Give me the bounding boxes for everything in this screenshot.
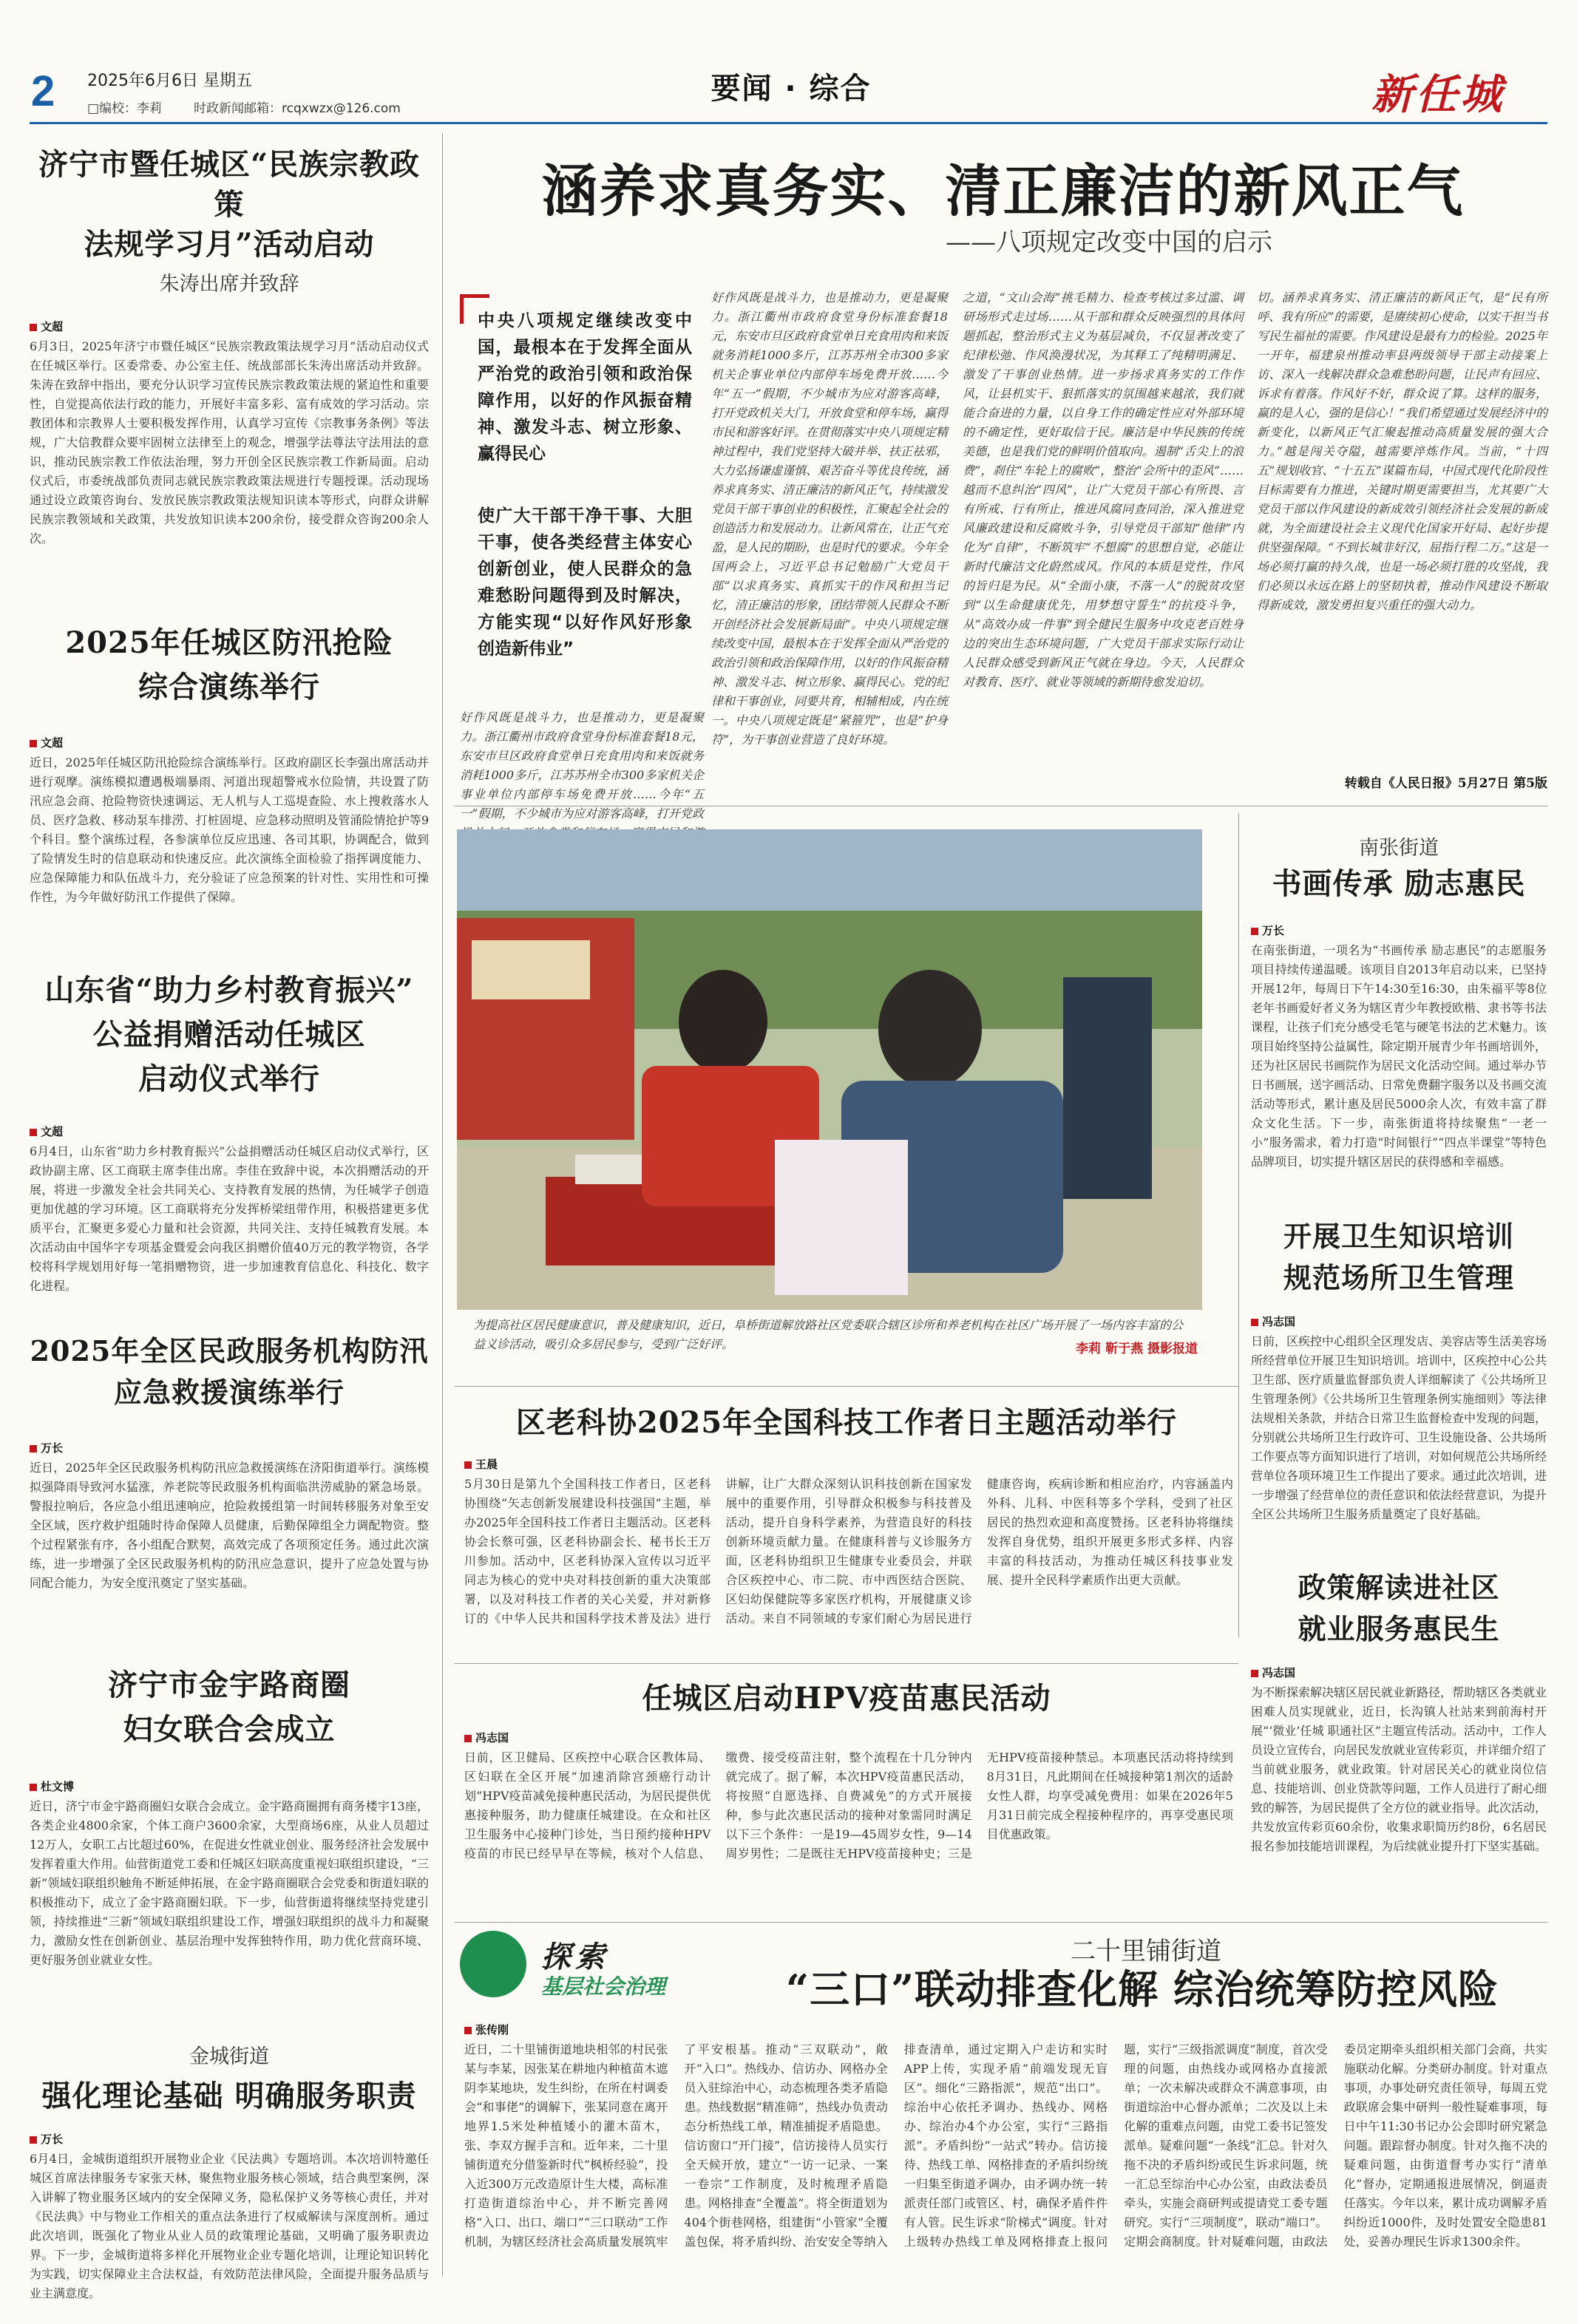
headline: 强化理论基础 明确服务职责: [41, 2079, 417, 2113]
article-body: 5月30日是第九个全国科技工作者日，区老科协围绕“矢志创新发展建设科技强国”主题，举办2025年全国科技工作者日主题活动。区老科协会长蔡可强，区老科协副会长、秘书长王万川参加。活动中，区老科协深入宣传以习近平同志为核心的党中央对科技创新的重大决策部署，以及对科技工作者的关心关爱，并对新修订的《中华人民共和国科学技术普及法》进行讲解，让广大群众深刻认识科技创新在国家发展中的重要作用，引导群众积极参与科技普及活动，提升自身科学素养，为营造良好的科技创新环境贡献力量。在健康科普与义诊服务方面，区老科协组织卫生健康专业委员会，并联合区疾控中心、市二院、市中西医结合医院、区妇幼保健院等多家医疗机构，开展健康义诊活动。来自不同领域的专家们耐心为居民进行健康咨询，疾病诊断和相应治疗，内容涵盖内外科、儿科、中医科等多个学科，受到了社区居民的热烈欢迎和高度赞扬。区老科协将继续发挥自身优势，组织开展更多形式多样、内容丰富的科技活动，为推动任城区科技事业发展、提升全民科学素质作出更大贡献。: [464, 1477, 1233, 1625]
article-body: 6月3日，2025年济宁市暨任城区“民族宗教政策法规学习月”活动启动仪式在任城区举行。区委常委、办公室主任、统战部部长朱涛出席活动并致辞。朱涛在致辞中指出，要充分认识学习宣传民族宗教政策法规的紧迫性和重要性，自觉提高依法行政的能力，开展好丰富多彩、富有成效的学习活动。宗教团体和宗教界人士要积极发挥作用，认真学习宣传《宗教事务条例》等法规，广大信教群众要牢固树立法律至上的观念，增强学法尊法守法用法的意识，推动民族宗教工作依法治理，努力开创全区民族宗教工作新局面。启动仪式后，市委统战部负责同志就民族宗教政策法规进行专题授课。活动现场通过设立政策咨询台、发放民族宗教政策法规知识读本等形式，向群众讲解民族宗教领域和关政策，共发放知识读本200余份，接受群众咨询200余人次。: [30, 339, 429, 546]
pull-quote: 中央八项规定继续改变中国，最根本在于发挥全面从严治党的政治引领和政治保障作用，以好的作风振奋精神、激发斗志、树立形象、赢得民心: [478, 311, 692, 463]
logo-circle: [460, 1931, 526, 1997]
article-body: 6月4日，山东省“助力乡村教育振兴”公益捐赠活动任城区启动仪式举行，区政协副主席、区工商联主席李佳出席。李佳在致辞中说，本次捐赠活动的开展，将进一步激发全社会共同关心、支持教育发展的热情，为任城学子创造更加优越的学习环境。区工商联将充分发挥桥梁纽带作用，积极搭建更多优质平台，汇聚更多爱心力量和社会资源，共同关注、支持任城教育发展。本次活动由中国华字专项基金暨爱会向我区捐赠价值40万元的教学物资，各学校将科学规划用好每一笔捐赠物资，进一步加速教育信息化、科技化、数字化进程。: [30, 1144, 429, 1293]
byline: 万长: [1251, 923, 1547, 938]
article-left5: [30, 1663, 429, 2048]
kicker: 二十里铺街道: [1071, 1937, 1221, 1966]
article-body: 近日，济宁市金宇路商圈妇女联合会成立。金宇路商圈拥有商务楼宇13座，各类企业4800余家，个体工商户3600余家，大型商场6座，从业人员超过12万人，女职工占比超过60%，在促进女性就业创业、服务经济社会发展中发挥着重大作用。仙营街道党工委和任城区妇联高度重视妇联组织建设，“三新”领域妇联组织触角不断延伸拓展，在金宇路商圈联合会党委和街道妇联的积极推动下，成立了金宇路商圈妇联。下一步，仙营街道将继续坚持党建引领，持续推进“三新”领域妇联组织建设工作，增强妇联组织的战斗力和凝聚力，激励女性在创新创业、基层治理中发挥独特作用，助力优化营商环境、更好服务创业就业女性。: [30, 1799, 429, 1967]
header-rule: [30, 122, 1547, 124]
article-body: 在南张街道，一项名为“书画传承 励志惠民”的志愿服务项目持续传递温暖。该项目自2013年启动以来，已坚持开展12年，每周日下午14:30至16:30，由朱福平等8位老年书画爱好者义务为辖区青少年教授欧楷、隶书等书法课程，让孩子们充分感受毛笔与硬笔书法的艺术魅力。该项目始终坚持公益属性，除定期开展青少年书画培训外，还为社区居民书画院作为居民文化活动空间。通过举办节日书画展，送字画活动、日常免费翻字服务以及书画交流活动等形式，累计惠及居民5000余人次，有效丰富了群众文化生活。下一步，南张街道将持续聚焦“一老一小”服务需求，着力打造“时间银行”“四点半课堂”等特色品牌项目，切实提升辖区居民的获得感和幸福感。: [1251, 943, 1547, 1169]
headline: 规范场所卫生管理: [1283, 1261, 1514, 1294]
pull-quote-box: [460, 287, 704, 701]
byline: 文超: [30, 1124, 429, 1139]
headline: 政策解读进社区: [1298, 1571, 1500, 1604]
lead-body-a2: 好作风既是战斗力，也是推动力，更是凝聚力。浙江衢州市政府食堂身份标准套餐18元，东安市旦区政府食堂单日充食用肉和来饭就务消耗1000多斤，江苏苏州全市300多家机关企事业单位内部停车场免费开放……今年“五一”假期，不少城市为应对游客高峰，打开党政机关大门，开放食堂和停车场，赢得市民和游客好评。在贯彻落实中央八项规定精神过程中，我们党坚持大破并举、扶正祛邪，大力弘扬谦虚谨慎、艰苦奋斗等优良传统，涵养求真务实、清正廉洁的新风正气，持续激发党员干部干事创业的积极性，汇聚起全社会的创造活力和发展动力。让新风常在，让正气充盈，是人民的期盼，也是时代的要求。今年全国两会上，习近平总书记勉励广大党员干部“以求真务实、真抓实干的作风和担当记忆，清正廉洁的形象，团结带领人民群众不断开创经济社会发展新局面”。中央八项规定继续改变中国，最根本在于发挥全面从严治党的政治引领和政治保障作用，以好的作风振奋精神、激发斗志、树立形象、赢得民心。党的纪律和干事创业，同要共育，相辅相成，内在统一。中央八项规定既是“紧箍咒”，也是“护身符”，为干事创业营造了良好环境。: [711, 290, 949, 747]
byline: 文超: [30, 735, 429, 750]
pull-quote: 使广大干部干净干事、大胆干事，使各类经营主体安心创新创业，使人民群众的急难愁盼问题得到及时解决，方能实现“以好作风好形象创造新伟业”: [478, 506, 692, 659]
byline: 杜文博: [30, 1778, 429, 1794]
headline: 综合演练举行: [138, 670, 320, 704]
article-body: 为不断探索解决辖区居民就业新路径，帮助辖区各类就业困难人员实现就业，近日，长沟镇人社站来到前海村开展“‘微业’任城 职通社区”主题宣传活动。活动中，工作人员设立宣传台，向居民发放就业宣传彩页，并详细介绍了当前就业服务，就业政策。针对居民关心的就业岗位信息、技能培训、创业贷款等问题，工作人员进行了耐心细致的解答，为居民提供了全方位的就业指导。此次活动，共发放宣传彩页60余份，收集求职简历约8份，6名居民报名参加技能培训课程，为后续就业提升打下坚实基础。: [1251, 1685, 1547, 1853]
article-keji: [464, 1456, 1233, 1668]
headline: 开展卫生知识培训: [1283, 1220, 1514, 1253]
lead-source: 转载自《人民日报》5月27日 第5版: [1344, 776, 1547, 791]
header: [0, 0, 1577, 126]
lead-title: 涵养求真务实、清正廉洁的新风正气: [541, 158, 1465, 224]
headline: 应急救援演练举行: [113, 1376, 345, 1409]
article-body: 6月4日，金城街道组织开展物业企业《民法典》专题培训。本次培训特邀任城区首席法律服务专家张天林，聚焦物业服务核心领域，结合典型案例，深入讲解了物业服务区域内的安全保障义务，隐私保护义务等核心责任，并对《民法典》中与物业工作相关的重点法条进行了权威解读与深度剖析。通过此次培训，既强化了物业从业人员的政策理论基础，又明确了服务职责边界。下一步，金城街道将多样化开展物业企业专题化培训，让理论知识转化为实践，切实保障业主合法权益，有效防范法律风险，全面提升服务品质与业主满意度。: [30, 2152, 429, 2300]
headline: 济宁市金宇路商圈: [108, 1668, 350, 1702]
photo-credit: 李莉 靳于燕 摄影报道: [1076, 1342, 1198, 1356]
byline: 万长: [30, 1440, 429, 1455]
section-logo: [460, 1931, 726, 2002]
article-left3: [30, 968, 429, 1316]
section-title: 要闻 · 综合: [711, 72, 872, 106]
photo-illustration: [457, 829, 1202, 1310]
divider: [455, 1663, 1238, 1664]
headline: 济宁市暨任城区“民族宗教政策: [38, 147, 420, 222]
byline: 冯志国: [1251, 1665, 1547, 1680]
column-divider: [442, 133, 443, 2277]
article-body: 近日，2025年任城区防汛抢险综合演练举行。区政府副区长李强出席活动并进行观摩。演练模拟遭遇极端暴雨、河道出现超警戒水位险情，共设置了防汛应急会商、抢险物资快速调运、无人机与人工巡堤查险、水上搜救落水人员、医疗急救、移动泵车排涝、打桩固堤、应急移动照明及管涌险情抢护等9个科目。整个演练过程，各参演单位反应迅速、各司其职，协调配合，做到了险情发生时的信息联动和快速反应。此次演练全面检验了指挥调度能力、应急保障能力和队伍战斗力，充分验证了应急预案的针对性、实用性和可操作性，为今年做好防汛工作提供了保障。: [30, 755, 429, 904]
headline: “三口”联动排查化解 综治统筹防控风险: [786, 1965, 1499, 2013]
article-right2: [1251, 1216, 1547, 1601]
headline: 公益捐赠活动任城区: [92, 1017, 366, 1052]
article-body: 近日，二十里铺街道地块相邻的村民张某与李某，因张某在耕地内种植苗木遮阴李某地块，发生纠纷，在所在村调委会“和事佬”的调解下，张某同意在离开地界1.5米处种植矮小的灌木苗木，张、李双方握手言和。近年来，二十里铺街道充分借鉴新时代“枫桥经验”，投入近300万元改造原计生大楼，高标准打造街道综治中心，并不断完善网格“入口、出口、端口”“三口联动”工作机制，为辖区经济社会高质量发展筑牢了平安根基。推动“三双联动”，敞开“入口”。热线办、信访办、网格办全员入驻综治中心，动态梳理各类矛盾隐患。热线数据“精准筛”，热线办负责动态分析热线工单，精准捕捉矛盾隐患。信访窗口“开门接”，信访接待人员实行全天候开放，建立“一访一记录、一案一卷宗”工作制度，及时梳理矛盾隐患。网格排查“全覆盖”。将全街道划为404个街巷网格，组建街“小管家”全覆盖包保，将矛盾纠纷、治安安全等纳入排查清单，通过定期入户走访和实时APP上传，实现矛盾“前端发现无盲区”。细化“三路指派”，规范“出口”。综治中心依托矛调办、热线办、网格办、综治办4个办公室，实行“三路指派”。矛盾纠纷“一站式”转办。信访接待、热线工单、网格排查的矛盾纠纷统一归集至街道矛调办，由矛调办统一转派责任部门或管区、村，确保矛盾件件有人管。民生诉求“阶梯式”调度。针对上级转办热线工单及网格排查上报问题，实行“三级指派调度”制度，首次受理的问题，由热线办或网格办直接派单；一次未解决或群众不满意事项，由街道综治中心督办派单；二次及以上未化解的重难点问题，由党工委书记签发派单。疑难问题“一条线”汇总。针对久拖不决的矛盾纠纷或民生诉求问题，统一汇总至综治中心办公室，由政法委员牵头，实施会商研判或提请党工委专题研究。实行“三项制度”，联动“端口”。定期会商制度。针对疑难问题，由政法委员定期牵头组织相关部门会商，共实施联动化解。分类研办制度。针对重点事项，办事处研究责任领导，每周五党政联席会集中研判一般性疑难事项，每日中午11:30书记办公会即时研究紧急问题。跟踪督办制度。针对久拖不决的疑难问题，由街道督考办实行“清单化”督办，定期通报进展情况，倒逼责任落实。今年以来，累计成功调解矛盾纠纷近1000件，及时处置安全隐患81处，妥善办理民生诉求1300余件。: [464, 2042, 1547, 2249]
article-tansuo: [464, 2022, 1547, 2290]
byline: 王晨: [464, 1456, 1233, 1472]
byline: 万长: [30, 2131, 429, 2147]
lead-body-c: 切。涵养求真务实、清正廉洁的新风正气，是“民有所呼、我有所应”的需要，是赓续初心使命，以实干担当书写民生福祉的需要。作风建设是最有力的检验。2025年一开年，福建泉州推动率县两级领导干部主动接案上访、深入一线解决群众急难愁盼问题，让民声有回应、诉求有着落。作风好不好，群众说了算。这样的服务，赢的是人心，强的是信心！“我们希望通过发展经济中的新变化，以新风正气汇聚起推动高质量发展的强大合力。”越是闯关夺隘，越需要淬炼作风。当前，“十四五”规划收官、“十五五”谋篇布局，中国式现代化阶段性目标需要有力推进，关键时期更需要担当，尤其要广大党员干部以作风建设的新成效引领经济社会发展的新成就，为全面建设社会主义现代化国家开好局、起好步提供坚强保障。“不到长城非好汉，屈指行程二万。”这是一场必须打赢的持久战，也是一场必须打胜的攻坚战，我们必须以永远在路上的坚韧执着，推动作风建设不断取得新成效，激发勇担复兴重任的强大动力。: [1257, 290, 1547, 612]
article-body: 近日，2025年全区民政服务机构防汛应急救援演练在济阳街道举行。演练模拟强降雨导致河水猛涨，养老院等民政服务机构面临洪涝威胁的紧急场景。警报拉响后，各应急小组迅速响应，抢险救援组第一时间转移服务对象至安全区域，医疗救护组随时待命保障人员健康，后勤保障组全力调配物资。整个过程紧张有序，各小组配合默契，高效完成了各项预定任务。通过此次演练，进一步增强了全区民政服务机构的防汛应急意识，提升了应急处置与协同配合能力，为安全度汛奠定了坚实基础。: [30, 1461, 429, 1590]
editor: □编校：李莉: [87, 101, 163, 116]
headline: 任城区启动HPV疫苗惠民活动: [642, 1681, 1051, 1716]
headline: 2025年全区民政服务机构防汛: [30, 1334, 429, 1367]
article-left2: [30, 621, 429, 945]
kicker: 南张街道: [1359, 837, 1439, 860]
article-body: [464, 1475, 1233, 1668]
lead-body-b: 之道，“文山会海”挑毛精力、检查考核过多过滥、调研场形式走过场……从干部和群众反映强烈的具体问题抓起，整治形式主义为基层减负，不仅显著改变了纪律松弛、作风涣漫状况，为其释工了纯精明满足、激发了干事创业热情。进一步扬求真务实的工作作风，让县机实干、狠抓落实的氛围越来越浓，我们就能合奋进的力量，以自身工作的确定性应对外部环境的不确定性，更好取信于民。廉洁是中华民族的传统美德，也是我们党的鲜明价值取向。遏制“舌尖上的浪费”，刹住“车轮上的腐败”，整治“会所中的歪风”……越而不息纠治“四风”，让广大党员干部心有所畏、言有所戒、行有所止，推进风腐同查同治，深入推进党风廉政建设和反腐败斗争，引导党员干部知“他律”内化为“自律”，不断筑牢“不想腐”的思想自觉，必能让新时代廉洁文化蔚然成风。作风的本质是党性，作风的旨归是为民。从“全面小康，不落一人”的脱贫攻坚到“以生命健康优先，用梦想守誓生”的抗疫斗争，从“高效办成一件事”到全健民生服务中攻克老百姓身边的突出生态环境问题，广大党员干部求实际行动让人民群众感受到新风正气就在身边。今天，人民群众对教育、医疗、就业等领域的新期待愈发迫切。: [963, 290, 1244, 689]
headline: 2025年任城区防汛抢险: [65, 625, 393, 660]
headline: 区老科协2025年全国科技工作者日主题活动举行: [515, 1405, 1178, 1440]
article-left4: [30, 1331, 429, 1651]
column-divider: [1238, 813, 1239, 1637]
news-photo: [457, 829, 1202, 1310]
headline: 妇女联合会成立: [123, 1712, 336, 1747]
divider: [455, 1386, 1238, 1387]
headline: 就业服务惠民生: [1298, 1612, 1500, 1645]
logo-subtitle: 基层社会治理: [541, 1974, 666, 1999]
divider: [455, 1922, 1547, 1923]
article-body: 日前，区疾控中心组织全区理发店、美容店等生活美容场所经营单位开展卫生知识培训。培训中，区疾控中心公共卫生部、医疗质量监督部负责人详细解读了《公共场所卫生管理条例》《公共场所卫生管理条例实施细则》等法律法规相关条款，并结合日常卫生监督检查中发现的问题，分别就公共场所卫生行政许可、卫生设施设备、公共场所工作要点等方面知识进行了培训，对如何规范公共场所经营单位各项环境卫生工作提出了要求。通过此次培训，进一步增强了经营单位的责任意识和依法经营意识，为提升全区公共场所卫生服务质量奠定了良好基础。: [1251, 1334, 1547, 1521]
email: 时政新闻邮箱：rcqxwzx@126.com: [194, 101, 401, 116]
byline: 冯志国: [1251, 1314, 1547, 1329]
headline: 山东省“助力乡村教育振兴”: [44, 973, 414, 1008]
byline: 冯志国: [464, 1730, 1233, 1745]
lead-body-a: 好作风既是战斗力，也是推动力，更是凝聚力。浙江衢州市政府食堂身份标准套餐18元，东安市旦区政府食堂单日充食用肉和来饭就务消耗1000多斤，江苏苏州全市300多家机关企事业单位内部停车场免费开放……今年“五一”假期，不少城市为应对游客高峰，打开党政: [460, 710, 704, 820]
byline: 文超: [30, 319, 429, 334]
article-left6: [30, 2040, 429, 2324]
kicker: 金城街道: [189, 2045, 269, 2068]
article-right3: [1251, 1567, 1547, 1914]
subheadline: 朱涛出席并致辞: [159, 273, 299, 296]
logo-title: 探索: [541, 1940, 609, 1974]
photo-caption: 为提高社区居民健康意识，普及健康知识，近日，阜桥街道解放路社区党委联合辖区诊所和养老机构在社区广场开展了一场内容丰富的公益义诊活动，吸引众多居民参与，受到广泛好评。: [473, 1318, 1184, 1351]
byline: 张传刚: [464, 2022, 1547, 2037]
article-right1: [1251, 832, 1547, 1251]
headline: 启动仪式举行: [138, 1061, 320, 1096]
article-hpv: [464, 1730, 1233, 1926]
lead-subtitle: ——八项规定改变中国的启示: [946, 228, 1272, 257]
page-number: 2: [31, 67, 55, 115]
masthead-logo: 新任城: [1371, 70, 1505, 119]
headline: 书画传承 励志惠民: [1272, 866, 1526, 901]
article-body: 日前，区卫健局、区疾控中心联合区教体局、区妇联在全区开展“加速消除宫颈癌行动计划”HPV疫苗减免接种惠民活动，为居民提供优惠接种服务，助力健康任城建设。在众和社区卫生服务中心接种门诊处，当日预约接种HPV疫苗的市民已经早早在等候，核对个人信息、缴费、接受疫苗注射，整个流程在十几分钟内就完成了。据了解，本次HPV疫苗惠民活动，将按照“自愿选择、自费减免”的方式开展接种，参与此次惠民活动的接种对象需同时满足以下三个条件：一是19—45周岁女性，9—14周岁男性；二是既往无HPV疫苗接种史；三是无HPV疫苗接种禁忌。本项惠民活动将持续到8月31日，凡此期间在任城接种第1剂次的适龄女性人群，均享受减免费用：如果在2026年5月31日前完成全程接种程序的，再享受惠民项目优惠政策。: [464, 1750, 1233, 1861]
date: 2025年6月6日 星期五: [87, 72, 252, 90]
headline: 法规学习月”活动启动: [84, 227, 375, 262]
